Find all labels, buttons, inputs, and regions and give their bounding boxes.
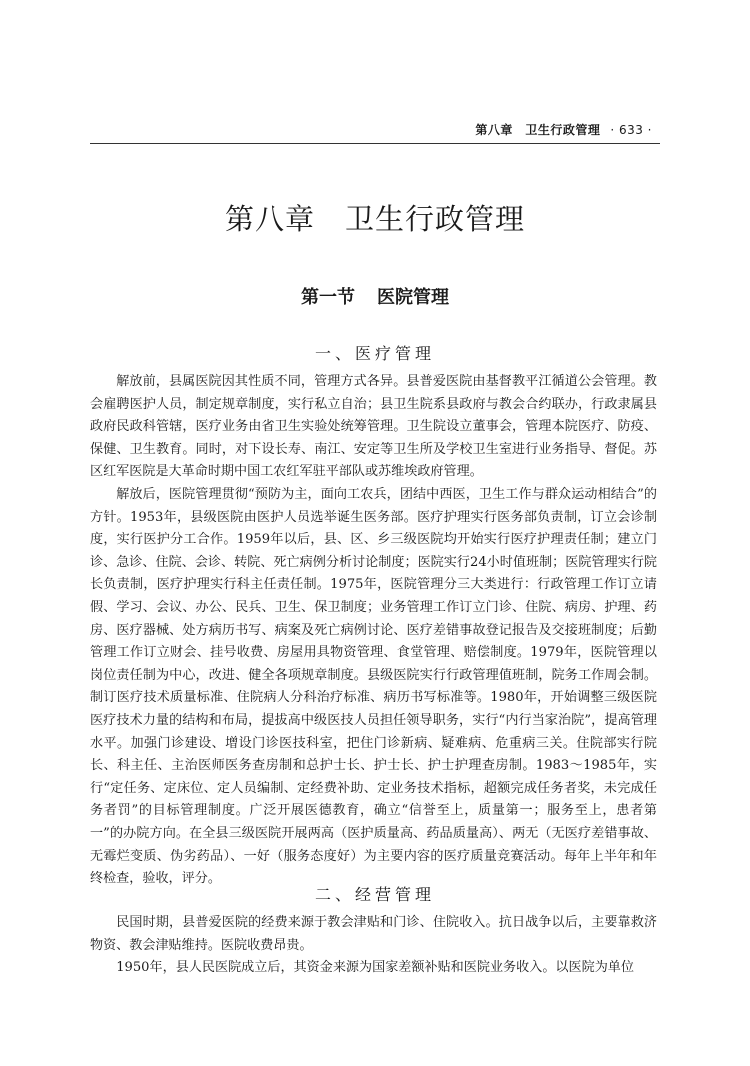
header-rule bbox=[90, 143, 660, 144]
paragraph: 1950年，县人民医院成立后，其资金来源为国家差额补贴和医院业务收入。以医院为单位 bbox=[116, 960, 634, 975]
running-head bbox=[475, 121, 652, 138]
page-number: · 633 · bbox=[610, 123, 652, 137]
subsection-heading-operations: 二、经营管理 bbox=[314, 885, 435, 904]
section-number: 第一节 bbox=[301, 287, 355, 308]
paragraph: 民国时期，县普爱医院的经费来源于教会津贴和门诊、住院收入。抗日战争以后，主要靠救济物资、教会津贴维持。医院收费昂贵。 bbox=[90, 915, 657, 953]
chapter-title bbox=[0, 197, 750, 238]
running-title: 第八章 卫生行政管理 bbox=[475, 123, 601, 137]
chapter-name: 卫生行政管理 bbox=[345, 202, 526, 236]
subsection-heading-medical: 一、医疗管理 bbox=[314, 344, 435, 363]
paragraph: 解放后，医院管理贯彻“预防为主，面向工农兵，团结中西医，卫生工作与群众运动相结合”的方针。1953年，县级医院由医护人员选举诞生医务部。医疗护理实行医务部负责制，订立会诊制度，实行医护分工合作。1959年以后，县、区、乡三级医院均开始实行医疗护理责任制；建立门诊、急诊、住院、会诊、转院、死亡病例分析讨论制度；医院实行24小时值班制；医院管理实行院长负责制，医疗护理实行科主任责任制。1975年，医院管理分三大类进行：行政管理工作订立请假、学习、会议、办公、民兵、卫生、保卫制度；业务管理工作订立门诊、住院、病房、护理、药房、医疗器械、处方病历书写、病案及死亡病例讨论、医疗差错事故登记报告及交接班制度；后勤管理工作订立财会、挂号收费、房屋用具物资管理、食堂管理、赔偿制度。1979年，医院管理以岗位责任制为中心，改进、健全各项规章制度。县级医院实行行政管理值班制，院务工作周会制。制订医疗技术质量标准、住院病人分科治疗标准、病历书写标准等。1980年，开始调整三级医院医疗技术力量的结构和布局，提拔高中级医技人员担任领导职务，实行“内行当家治院”，提高管理水平。加强门诊建设、增设门诊医技科室，把住门诊新病、疑难病、危重病三关。住院部实行院长、科主任、主治医师医务查房制和总护士长、护士长、护士护理查房制。1983～1985年，实行“定任务、定床位、定人员编制、定经费补助、定业务技术指标，超额完成任务者奖，未完成任务者罚”的目标管理制度。广泛开展医德教育，确立“信誉至上，质量第一；服务至上，患者第一”的办院方向。在全县三级医院开展两高（医护质量高、药品质量高）、两无（无医疗差错事故、无霉烂变质、伪劣药品）、一好（服务态度好）为主要内容的医疗质量竞赛活动。每年上半年和年终检查，验收，评分。 bbox=[90, 487, 657, 887]
paragraph: 解放前，县属医院因其性质不同，管理方式各异。县普爱医院由基督教平江循道公会管理。教会雇聘医护人员，制定规章制度，实行私立自治；县卫生院系县政府与教会合约联办，行政隶属县政府民政科管辖，医疗业务由省卫生实验处统筹管理。卫生院设立董事会，管理本院医疗、防疫、保健、卫生教育。同时，对下设长寿、南江、安定等卫生所及学校卫生室进行业务指导、督促。苏区红军医院是大革命时期中国工农红军驻平部队或苏维埃政府管理。 bbox=[90, 374, 657, 480]
chapter-number: 第八章 bbox=[224, 202, 315, 236]
section-name: 医院管理 bbox=[377, 287, 449, 308]
section-title bbox=[0, 283, 750, 309]
